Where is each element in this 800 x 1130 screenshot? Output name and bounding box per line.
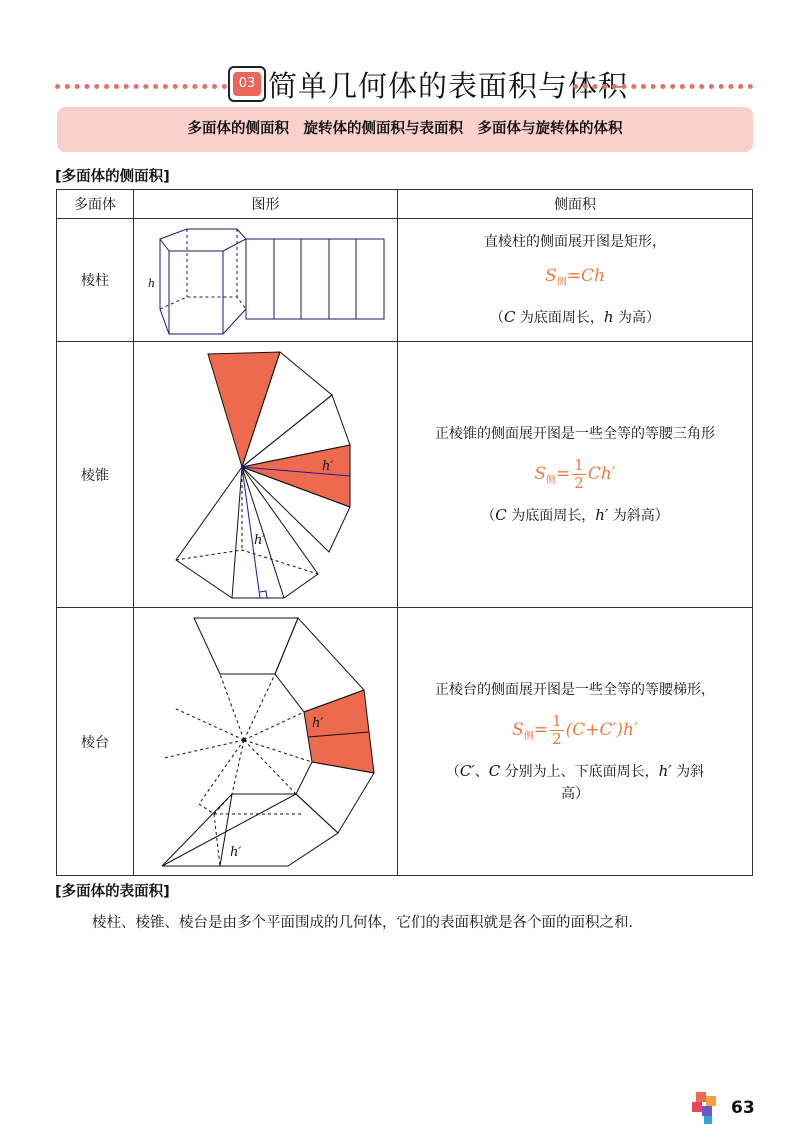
pyramid-formula-fraction <box>572 457 586 492</box>
lateral-area-table <box>56 189 753 876</box>
frustum-formula <box>398 713 752 748</box>
prism-note-mid: 为底面周长， <box>515 310 604 326</box>
pyramid-formula-S: S <box>534 463 547 484</box>
pyramid-line1: 正棱锥的侧面展开图是一些全等的等腰三角形 <box>435 425 715 442</box>
table-row-prism <box>57 219 753 342</box>
pyramid-slant-label-2: h′ <box>254 533 266 548</box>
surface-area-paragraph: 棱柱、棱锥、棱台是由多个平面围成的几何体，它们的表面积就是各个面的面积之和． <box>92 915 643 931</box>
pyramid-shaded-face-top <box>208 352 280 467</box>
pyramid-formula-eq: = <box>556 463 571 484</box>
prism-note-end: 为高） <box>613 310 661 326</box>
frustum-formula-rhs: (C+C′)h′ <box>565 719 638 740</box>
frustum-note-line2: 高） <box>561 785 589 802</box>
prism-formula-S: S <box>545 266 557 286</box>
frustum-note-sep: 、 <box>474 763 489 780</box>
frustum-line1: 正棱台的侧面展开图是一些全等的等腰梯形， <box>435 681 715 698</box>
chapter-badge <box>228 66 266 102</box>
pyramid-formula-den: 2 <box>574 473 584 492</box>
pyramid-note-open: （ <box>481 507 496 524</box>
pyramid-formula-sub: 侧 <box>546 474 557 486</box>
header-dots-left <box>55 84 227 89</box>
pyramid-name: 棱锥 <box>57 342 134 608</box>
frustum-slant-label-2: h′ <box>230 845 242 860</box>
frustum-formula-S: S <box>512 719 524 740</box>
col-header-lateral-area: 侧面积 <box>398 190 753 219</box>
frustum-net-figure <box>134 608 397 875</box>
pyramid-note-end: 为斜高） <box>608 507 669 524</box>
prism-net-figure <box>134 219 397 341</box>
frustum-formula-den: 2 <box>552 729 562 748</box>
frustum-slant-label-1: h′ <box>312 716 324 731</box>
pyramid-formula <box>398 457 752 492</box>
col-header-solid: 多面体 <box>57 190 134 219</box>
pyramid-description <box>398 342 753 608</box>
frustum-note-mid: 分别为上、下底面周长， <box>500 763 659 780</box>
prism-line1: 直棱柱的侧面展开图是矩形， <box>484 234 666 250</box>
prism-top-face <box>160 229 246 251</box>
frustum-formula-sub: 侧 <box>523 730 534 742</box>
pyramid-note <box>398 504 752 527</box>
table-row-frustum <box>57 608 753 876</box>
prism-formula <box>398 265 752 294</box>
col-header-figure: 图形 <box>134 190 398 219</box>
prism-note-C: C <box>503 308 516 326</box>
frustum-formula-eq: = <box>533 719 549 740</box>
page-number: 63 <box>731 1098 755 1118</box>
topic-band-text: 多面体的侧面积 旋转体的侧面积与表面积 多面体与旋转体的体积 <box>187 121 623 137</box>
publisher-logo-icon <box>692 1090 722 1124</box>
pyramid-formula-rhs: Ch′ <box>587 463 616 484</box>
topic-band <box>57 107 753 152</box>
frustum-figure-cell <box>134 608 398 876</box>
frustum-formula-num: 1 <box>552 711 562 730</box>
prism-formula-rhs: =Ch <box>566 266 605 286</box>
frustum-note-open: （ <box>445 763 460 780</box>
pyramid-note-h: h′ <box>595 505 609 524</box>
pyramid-net-figure <box>134 342 397 607</box>
frustum-description <box>398 608 753 876</box>
pyramid-note-mid: 为底面周长， <box>506 507 596 524</box>
prism-name: 棱柱 <box>57 219 134 342</box>
frustum-name: 棱台 <box>57 608 134 876</box>
prism-figure-cell <box>134 219 398 342</box>
pyramid-note-C: C <box>495 505 507 524</box>
frustum-note-C2: C <box>488 761 501 780</box>
section-heading-surface-area: [多面体的表面积] <box>55 884 170 900</box>
table-header-row <box>57 190 753 219</box>
pyramid-slant-label-1: h′ <box>322 459 334 474</box>
frustum-note-line1 <box>398 760 752 783</box>
table-row-pyramid <box>57 342 753 608</box>
prism-note-open: （ <box>489 310 504 326</box>
prism-description <box>398 219 753 342</box>
section-heading-lateral-area: [多面体的侧面积] <box>55 169 170 185</box>
frustum-note-C1: C′ <box>459 761 475 780</box>
frustum-shaded-face <box>304 690 374 773</box>
chapter-title: 简单几何体的表面积与体积 <box>268 69 629 103</box>
frustum-note-end1: 为斜 <box>671 763 705 780</box>
prism-formula-sub: 侧 <box>556 277 567 288</box>
chapter-number: 03 <box>233 72 261 96</box>
prism-note-h: h <box>603 308 614 326</box>
frustum-formula-fraction <box>550 713 564 748</box>
prism-note <box>398 306 752 329</box>
header-dots-right <box>573 84 753 89</box>
pyramid-figure-cell <box>134 342 398 608</box>
prism-height-label: h <box>148 277 156 290</box>
pyramid-formula-num: 1 <box>574 455 584 474</box>
frustum-note-h: h′ <box>658 761 672 780</box>
frustum-apex-point <box>242 738 246 742</box>
